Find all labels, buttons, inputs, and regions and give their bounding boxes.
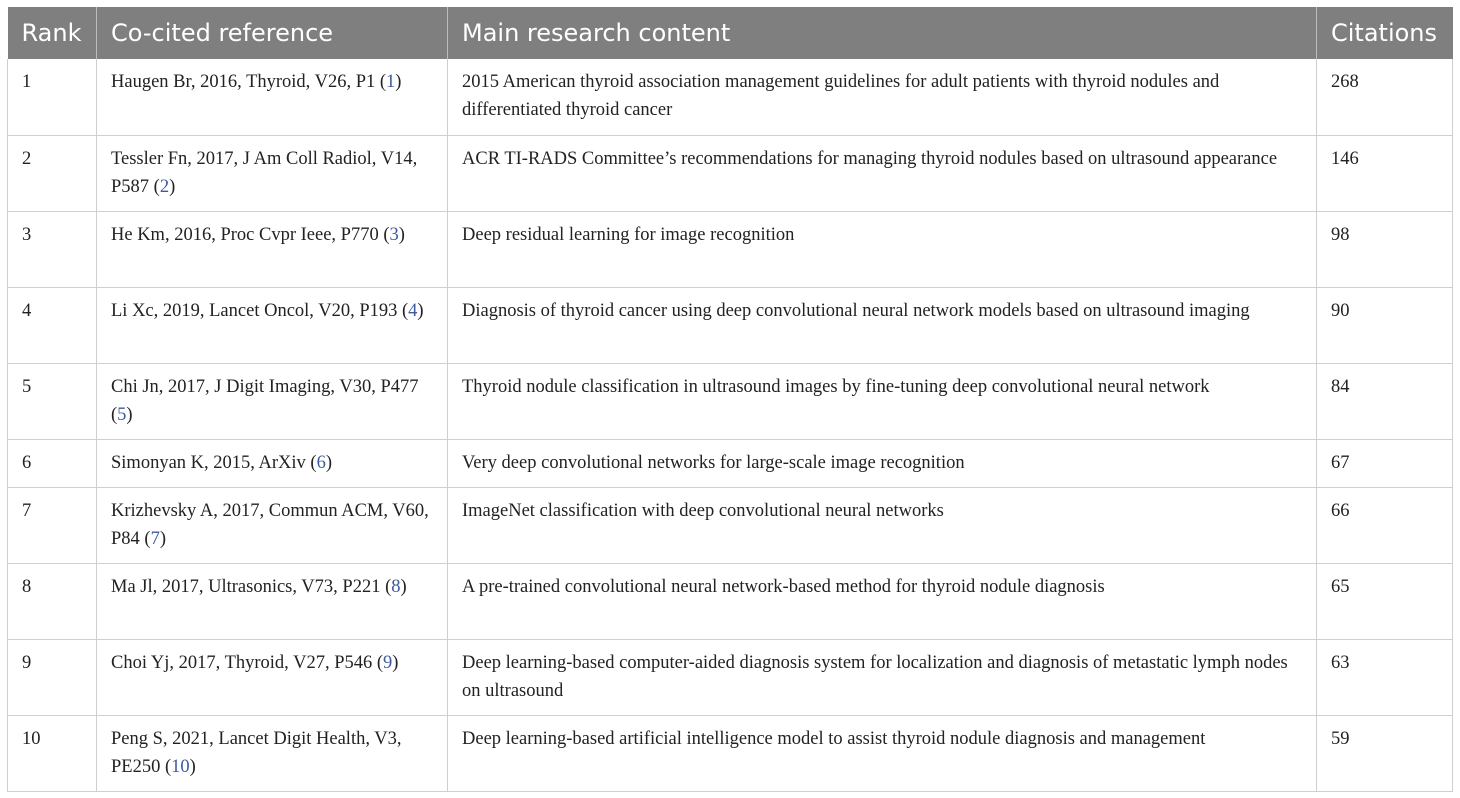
- table-row: [8, 287, 1453, 363]
- rank-cell: 10: [8, 715, 97, 791]
- table-body: [8, 59, 1453, 791]
- content-cell: Diagnosis of thyroid cancer using deep convolutional neural network models based on ultrasound imaging: [448, 287, 1317, 363]
- co-cited-references-table: [7, 7, 1453, 792]
- citations-cell: 66: [1317, 487, 1453, 563]
- table-row: [8, 439, 1453, 487]
- citation-link[interactable]: 8: [391, 576, 401, 597]
- citation-link[interactable]: 7: [150, 528, 160, 549]
- table-row: [8, 135, 1453, 211]
- reference-text: Ma Jl, 2017, Ultrasonics, V73, P221: [111, 576, 381, 597]
- citation-link[interactable]: 4: [408, 300, 418, 321]
- content-cell: Deep learning-based computer-aided diagnosis system for localization and diagnosis of metastatic lymph nodes on ultrasound: [448, 639, 1317, 715]
- reference-cell: Simonyan K, 2015, ArXiv (6): [97, 439, 448, 487]
- rank-cell: 9: [8, 639, 97, 715]
- table-row: [8, 59, 1453, 135]
- citation-link[interactable]: 10: [171, 756, 190, 777]
- citations-cell: 59: [1317, 715, 1453, 791]
- content-cell: ACR TI-RADS Committee’s recommendations for managing thyroid nodules based on ultrasound appearance: [448, 135, 1317, 211]
- citation-link[interactable]: 5: [117, 404, 127, 425]
- reference-text: Li Xc, 2019, Lancet Oncol, V20, P193: [111, 300, 398, 321]
- citation-link[interactable]: 1: [386, 72, 396, 92]
- rank-cell: 8: [8, 563, 97, 639]
- table-header: [8, 7, 1453, 59]
- rank-cell: 5: [8, 363, 97, 439]
- reference-cell: Tessler Fn, 2017, J Am Coll Radiol, V14, P587 (2): [97, 135, 448, 211]
- header-reference: Co-cited reference: [97, 7, 448, 59]
- reference-cell: Krizhevsky A, 2017, Commun ACM, V60, P84 (7): [97, 487, 448, 563]
- reference-cell: Haugen Br, 2016, Thyroid, V26, P1 (1): [97, 59, 448, 135]
- table-row: [8, 363, 1453, 439]
- reference-text: Chi Jn, 2017, J Digit Imaging, V30, P477: [111, 376, 419, 397]
- rank-cell: 2: [8, 135, 97, 211]
- content-cell: A pre-trained convolutional neural network-based method for thyroid nodule diagnosis: [448, 563, 1317, 639]
- content-cell: Deep learning-based artificial intelligence model to assist thyroid nodule diagnosis and management: [448, 715, 1317, 791]
- rank-cell: 1: [8, 59, 97, 135]
- table-row: [8, 487, 1453, 563]
- reference-cell: Ma Jl, 2017, Ultrasonics, V73, P221 (8): [97, 563, 448, 639]
- citations-cell: 268: [1317, 59, 1453, 135]
- header-row: [8, 7, 1453, 59]
- rank-cell: 6: [8, 439, 97, 487]
- table-row: [8, 563, 1453, 639]
- rank-cell: 4: [8, 287, 97, 363]
- reference-text: Haugen Br, 2016, Thyroid, V26, P1: [111, 72, 376, 92]
- citations-cell: 98: [1317, 211, 1453, 287]
- header-rank: Rank: [8, 7, 97, 59]
- reference-cell: Chi Jn, 2017, J Digit Imaging, V30, P477 (5): [97, 363, 448, 439]
- rank-cell: 3: [8, 211, 97, 287]
- citations-cell: 67: [1317, 439, 1453, 487]
- citations-cell: 84: [1317, 363, 1453, 439]
- citations-cell: 146: [1317, 135, 1453, 211]
- table-row: [8, 211, 1453, 287]
- table-row: [8, 639, 1453, 715]
- reference-text: He Km, 2016, Proc Cvpr Ieee, P770: [111, 224, 379, 245]
- citations-cell: 63: [1317, 639, 1453, 715]
- reference-text: Choi Yj, 2017, Thyroid, V27, P546: [111, 652, 373, 673]
- reference-text: Simonyan K, 2015, ArXiv: [111, 452, 306, 473]
- reference-cell: Li Xc, 2019, Lancet Oncol, V20, P193 (4): [97, 287, 448, 363]
- table-row: [8, 715, 1453, 791]
- content-cell: Deep residual learning for image recognition: [448, 211, 1317, 287]
- citations-cell: 90: [1317, 287, 1453, 363]
- content-cell: 2015 American thyroid association management guidelines for adult patients with thyroid nodules and differentiated thyroid cancer: [448, 59, 1317, 135]
- header-content: Main research content: [448, 7, 1317, 59]
- content-cell: ImageNet classification with deep convolutional neural networks: [448, 487, 1317, 563]
- reference-cell: Choi Yj, 2017, Thyroid, V27, P546 (9): [97, 639, 448, 715]
- citation-link[interactable]: 9: [383, 652, 393, 673]
- reference-text: Krizhevsky A, 2017, Commun ACM, V60, P84: [111, 500, 429, 549]
- reference-cell: Peng S, 2021, Lancet Digit Health, V3, PE250 (10): [97, 715, 448, 791]
- reference-text: Peng S, 2021, Lancet Digit Health, V3, PE250: [111, 728, 402, 777]
- citation-link[interactable]: 6: [316, 452, 326, 473]
- reference-text: Tessler Fn, 2017, J Am Coll Radiol, V14, P587: [111, 148, 418, 197]
- citation-link[interactable]: 2: [159, 176, 170, 197]
- header-citations: Citations: [1317, 7, 1453, 59]
- content-cell: Very deep convolutional networks for large-scale image recognition: [448, 439, 1317, 487]
- rank-cell: 7: [8, 487, 97, 563]
- citation-link[interactable]: 3: [389, 224, 399, 245]
- content-cell: Thyroid nodule classification in ultrasound images by fine-tuning deep convolutional neural network: [448, 363, 1317, 439]
- reference-cell: He Km, 2016, Proc Cvpr Ieee, P770 (3): [97, 211, 448, 287]
- citations-cell: 65: [1317, 563, 1453, 639]
